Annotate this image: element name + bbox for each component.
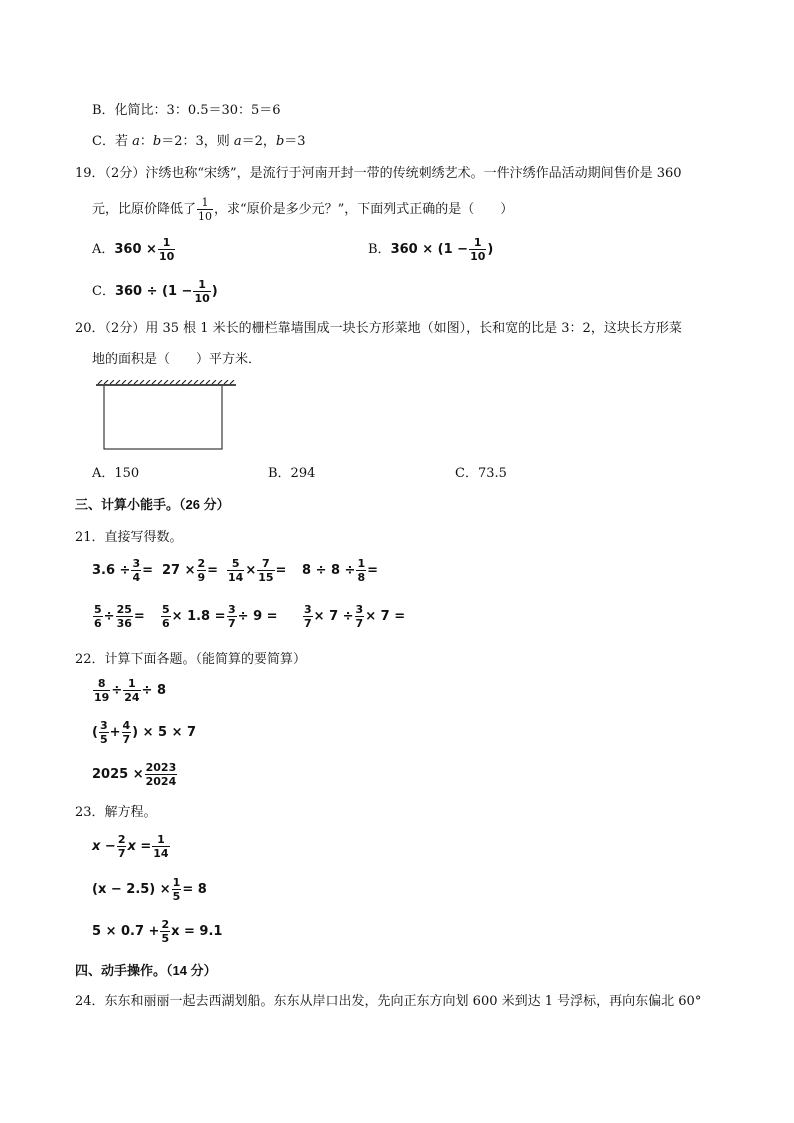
fence-rectangle-figure [94, 380, 240, 452]
q18-option-b: B．化简比：3：0.5＝30：5＝6 [92, 103, 281, 118]
q19-text-line2: 元，比原价降低了 $\frac{1}{10}$ ，求“原价是多少元？”，下面列式正确的是（ ） [92, 196, 514, 223]
q20-option-a: A．150 [92, 466, 140, 481]
fraction: $\frac{1}{10}$ [198, 196, 213, 223]
q21-problem-3: $\frac{5}{14}$ × $\frac{7}{15}$ = [228, 557, 287, 584]
q20-text-line2: 地的面积是（ ）平方米． [92, 352, 262, 367]
q21-problem-5: $\frac{5}{6}$ ÷ $\frac{25}{36}$ = [94, 603, 145, 630]
q21-problem-8: $\frac{3}{7}$ × 7 ÷ $\frac{3}{7}$ × 7 = [304, 603, 406, 630]
q21-problem-6: $\frac{5}{6}$ × 1.8 = [162, 603, 226, 630]
q20-text-line1: 20．（2分）用 35 根 1 米长的栅栏靠墙围成一块长方形菜地（如图），长和宽的比是 3：2，这块长方形菜 [75, 321, 682, 336]
q23-equation-1: x − $\frac{2}{7}$ x = $\frac{1}{14}$ [92, 833, 169, 860]
q22-title: 22．计算下面各题。（能简算的要简算） [75, 652, 307, 667]
q23-equation-3: 5 × 0.7 + $\frac{2}{5}$ x = 9.1 [92, 918, 223, 945]
section-3-title: 三、计算小能手。（26 分） [75, 497, 230, 512]
q21-title: 21．直接写得数。 [75, 530, 183, 545]
q18-option-c: C．若 a：b＝2：3，则 a＝2，b＝3 [92, 134, 306, 149]
q19-option-b: B． 360 × (1 − $\frac{1}{10}$ ) [368, 236, 494, 263]
q23-title: 23．解方程。 [75, 805, 157, 820]
q22-expression-2: ( $\frac{3}{5}$ + $\frac{4}{7}$ ) × 5 × 7 [92, 719, 197, 746]
section-4-title: 四、动手操作。（14 分） [75, 963, 217, 978]
q20-option-c: C．73.5 [455, 466, 507, 481]
q19-option-a: A． 360 × $\frac{1}{10}$ [92, 236, 175, 263]
q22-expression-3: 2025 × $\frac{2023}{2024}$ [92, 761, 177, 788]
q19-text-line1: 19．（2分）汴绣也称“宋绣”，是流行于河南开封一带的传统刺绣艺术。一件汴绣作品活动期间售价是 360 [75, 166, 682, 181]
q21-problem-2: 27 × $\frac{2}{9}$ = [162, 557, 219, 584]
q24-text-line1: 24．东东和丽丽一起去西湖划船。东东从岸口出发，先向正东方向划 600 米到达 1 号浮标，再向东偏北 60° [75, 994, 702, 1009]
q21-problem-1: 3.6 ÷ $\frac{3}{4}$ = [92, 557, 154, 584]
q20-option-b: B．294 [268, 466, 316, 481]
q19-option-c: C． 360 ÷ (1 − $\frac{1}{10}$ ) [92, 278, 218, 305]
q21-problem-4: 8 ÷ 8 ÷ $\frac{1}{8}$ = [302, 557, 379, 584]
q23-equation-2: (x − 2.5) × $\frac{1}{5}$ = 8 [92, 876, 207, 903]
q22-expression-1: $\frac{8}{19}$ ÷ $\frac{1}{24}$ ÷ 8 [94, 677, 166, 704]
q21-problem-7: $\frac{3}{7}$ ÷ 9 = [228, 603, 278, 630]
